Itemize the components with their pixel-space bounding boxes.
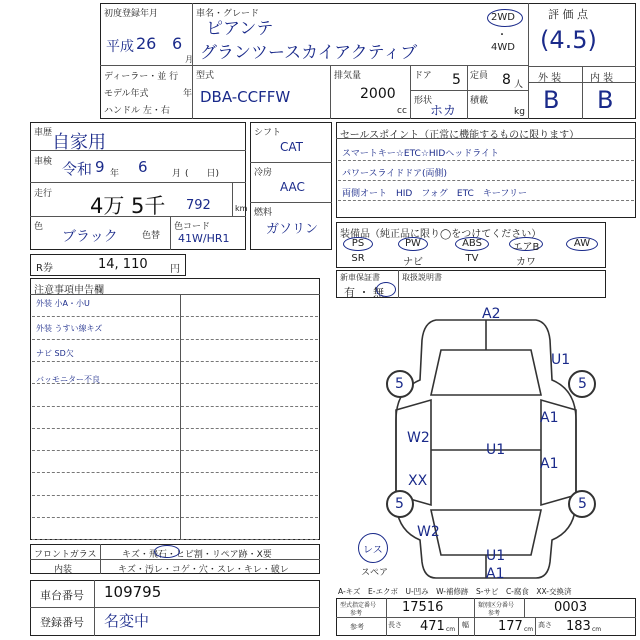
width-value: 177 [498, 619, 523, 634]
capacity-label: 定員 [470, 71, 489, 81]
mark-u1-center: U1 [486, 442, 506, 458]
mark-a1-right-rear: A1 [540, 456, 559, 472]
left-side-panel [396, 400, 431, 505]
damage-legend: A-キズ E-エクボ U-凹み W-補修跡 S-サビ C-腐食 XX-交換済 [338, 587, 572, 596]
notes-title: 注意事項申告欄 [34, 285, 104, 296]
note-row-line [32, 472, 318, 473]
year-unit: 年 [110, 169, 120, 179]
equip-airbag: エアB [512, 242, 540, 253]
height-label: 高さ [538, 621, 552, 629]
note-row-line [32, 450, 318, 451]
inspection-era: 令和 [62, 160, 93, 178]
note-2: 外装 うすい線キズ [36, 324, 103, 333]
use-value: 自家用 [52, 132, 106, 153]
cc-unit: cc [397, 106, 407, 116]
first-reg-year: 26 [136, 34, 157, 53]
recycle-value: 14, 110 [98, 257, 148, 272]
score-value: (4.5) [540, 26, 597, 54]
mark-w2-rear: W2 [417, 524, 440, 540]
note-row-line [32, 539, 318, 540]
note-row-line [32, 383, 318, 384]
shape-value: ホカ [430, 104, 457, 119]
load-label: 積載 [470, 96, 489, 106]
equipment-title: 装備品（純正品に限り◯をつけてください） [340, 229, 542, 240]
interior-label: 内 装 [590, 73, 614, 84]
length-value: 471 [420, 619, 445, 634]
equip-abs: ABS [462, 238, 482, 249]
mark-a2-front: A2 [482, 306, 501, 322]
equip-pw: PW [405, 238, 421, 249]
sales-point-2: パワースライドドア(両側) [342, 169, 448, 179]
mileage-value: 4万 5千 [90, 194, 166, 218]
color-code-value: 41W/HR1 [178, 232, 230, 245]
mark-a1-right: A1 [540, 410, 559, 426]
first-reg-label: 初度登録年月 [104, 9, 159, 19]
chassis-label: 車台番号 [40, 589, 84, 602]
note-3: ナビ SD欠 [36, 349, 74, 358]
width-label: 幅 [462, 621, 469, 629]
mark-u1-front-right: U1 [551, 352, 571, 368]
mark-w2-left: W2 [407, 430, 430, 446]
note-4: バッモニター不良 [36, 375, 100, 384]
category-ref: 参考 [488, 610, 501, 617]
note-row-line [32, 406, 318, 407]
exterior-grade: B [543, 86, 560, 114]
first-reg-month: 6 [172, 34, 183, 53]
note-1: 外装 小A・小U [36, 299, 90, 308]
capacity-unit: 人 [514, 80, 524, 90]
color-label: 色 [34, 222, 44, 232]
inspection-month: 6 [138, 158, 148, 176]
mark-u1-rear: U1 [486, 548, 506, 564]
displacement-value: 2000 [360, 86, 396, 102]
drive-2wd: 2WD [491, 12, 515, 23]
grade: グランツースカイアクティブ [200, 43, 418, 63]
sales-point-1: スマートキー☆ETC☆HIDヘッドライト [342, 149, 499, 159]
month-unit: 月 [185, 55, 193, 64]
model-class-ref: 参考 [350, 610, 363, 617]
interior-label-2: 内装 [54, 565, 73, 575]
note-row-line [32, 361, 318, 362]
mark-5-front-right-wheel: 5 [578, 376, 587, 392]
kg-unit: kg [514, 107, 525, 117]
mark-5-rear-right-wheel: 5 [578, 496, 587, 512]
sales-title: セールスポイント（正常に機能するものに限ります） [340, 130, 580, 141]
mark-5-front-left-wheel: 5 [395, 376, 404, 392]
warranty-value: 有 ・ 無 [344, 286, 384, 299]
handle-label: ハンドル 左・右 [104, 106, 170, 116]
notes-box [30, 278, 320, 540]
glass-value: キズ・飛石・ヒビ割・リペア跡・X要 [122, 550, 272, 560]
sales-point-3: 両側オート HID フォグ ETC キーフリー [342, 189, 528, 199]
door-label: ドア [414, 71, 432, 81]
day-paren: ( 日) [185, 169, 220, 179]
note-row-line [32, 428, 318, 429]
reg-label: 登録番号 [40, 616, 84, 629]
exterior-label: 外 装 [538, 73, 562, 84]
mark-a1-rear: A1 [486, 566, 505, 582]
chassis-value: 109795 [104, 583, 162, 601]
spare-label: スペア [361, 568, 389, 578]
equip-tv: TV [465, 253, 479, 264]
color-code-label: 色コード [174, 222, 211, 232]
model-class-value: 17516 [402, 600, 444, 615]
note-row-line [32, 316, 318, 317]
interior-value: キズ・汚レ・コゲ・穴・スレ・キレ・破レ [118, 565, 289, 575]
first-reg-era: 平成 [106, 39, 134, 55]
mark-5-rear-left-wheel: 5 [395, 496, 404, 512]
drive-4wd: 4WD [491, 42, 515, 53]
shift-value: CAT [280, 140, 303, 154]
capacity-value: 8 [502, 72, 511, 88]
category-label: 類別区分番号 [478, 602, 515, 609]
category-value: 0003 [554, 600, 588, 615]
km-unit: km [235, 204, 248, 213]
mileage-label: 走行 [34, 189, 53, 199]
aircon-value: AAC [280, 180, 305, 194]
model-class-label: 型式指定番号 [340, 602, 377, 609]
score-label: 評 価 点 [548, 8, 588, 21]
mileage-small: 792 [186, 198, 211, 213]
equip-ps: PS [351, 238, 365, 249]
use-label: 車歴 [34, 128, 53, 138]
displacement-label: 排気量 [334, 71, 362, 81]
fuel-label: 燃料 [254, 208, 273, 218]
note-row-line [32, 517, 318, 518]
warranty-circle [376, 282, 396, 297]
model-year-label: モデル年式 [104, 89, 149, 99]
equip-leather: カワ [516, 257, 536, 268]
fuel-value: ガソリン [266, 222, 319, 237]
repaint-label: 色替 [142, 231, 161, 241]
month-unit-2: 月 [172, 169, 182, 179]
car-name: ピアンテ [206, 19, 274, 39]
note-row-line [32, 495, 318, 496]
windshield [431, 350, 541, 395]
height-value: 183 [566, 619, 591, 634]
equip-aw: AW [573, 238, 591, 249]
mark-xx-left: XX [408, 473, 428, 489]
inspection-year: 9 [95, 158, 105, 176]
inspection-label: 車検 [34, 157, 53, 167]
warranty-label: 新車保証書 [340, 273, 380, 282]
model-year-unit: 年 [183, 89, 193, 99]
drive-dot: ・ [497, 30, 507, 41]
dealer-label: ディーラー・並 行 [104, 72, 179, 82]
height-unit: cm [592, 626, 602, 633]
length-unit: cm [446, 626, 456, 633]
spec-ref-label: 参考 [350, 623, 364, 631]
katashiki-label: 型式 [196, 71, 215, 81]
car-name-label: 車名・グレード [196, 9, 260, 19]
width-unit: cm [524, 626, 534, 633]
manual-label: 取扱説明書 [402, 273, 442, 282]
equip-sr: SR [351, 253, 365, 264]
shift-label: シフト [254, 128, 282, 138]
interior-grade: B [597, 86, 614, 114]
spare-less: レス [363, 545, 383, 556]
recycle-label: R券 [36, 263, 53, 274]
note-row-line [32, 339, 318, 340]
color-value: ブラック [62, 229, 118, 245]
glass-circle [154, 545, 180, 558]
length-label: 長さ [388, 621, 402, 629]
door-value: 5 [452, 72, 461, 88]
yen-unit: 円 [170, 264, 180, 275]
glass-label: フロントガラス [34, 550, 97, 560]
aircon-label: 冷房 [254, 168, 273, 178]
shape-label: 形状 [414, 96, 433, 106]
equip-navi: ナビ [403, 257, 423, 268]
reg-value: 名変中 [104, 612, 150, 630]
katashiki-value: DBA-CCFFW [200, 88, 291, 106]
